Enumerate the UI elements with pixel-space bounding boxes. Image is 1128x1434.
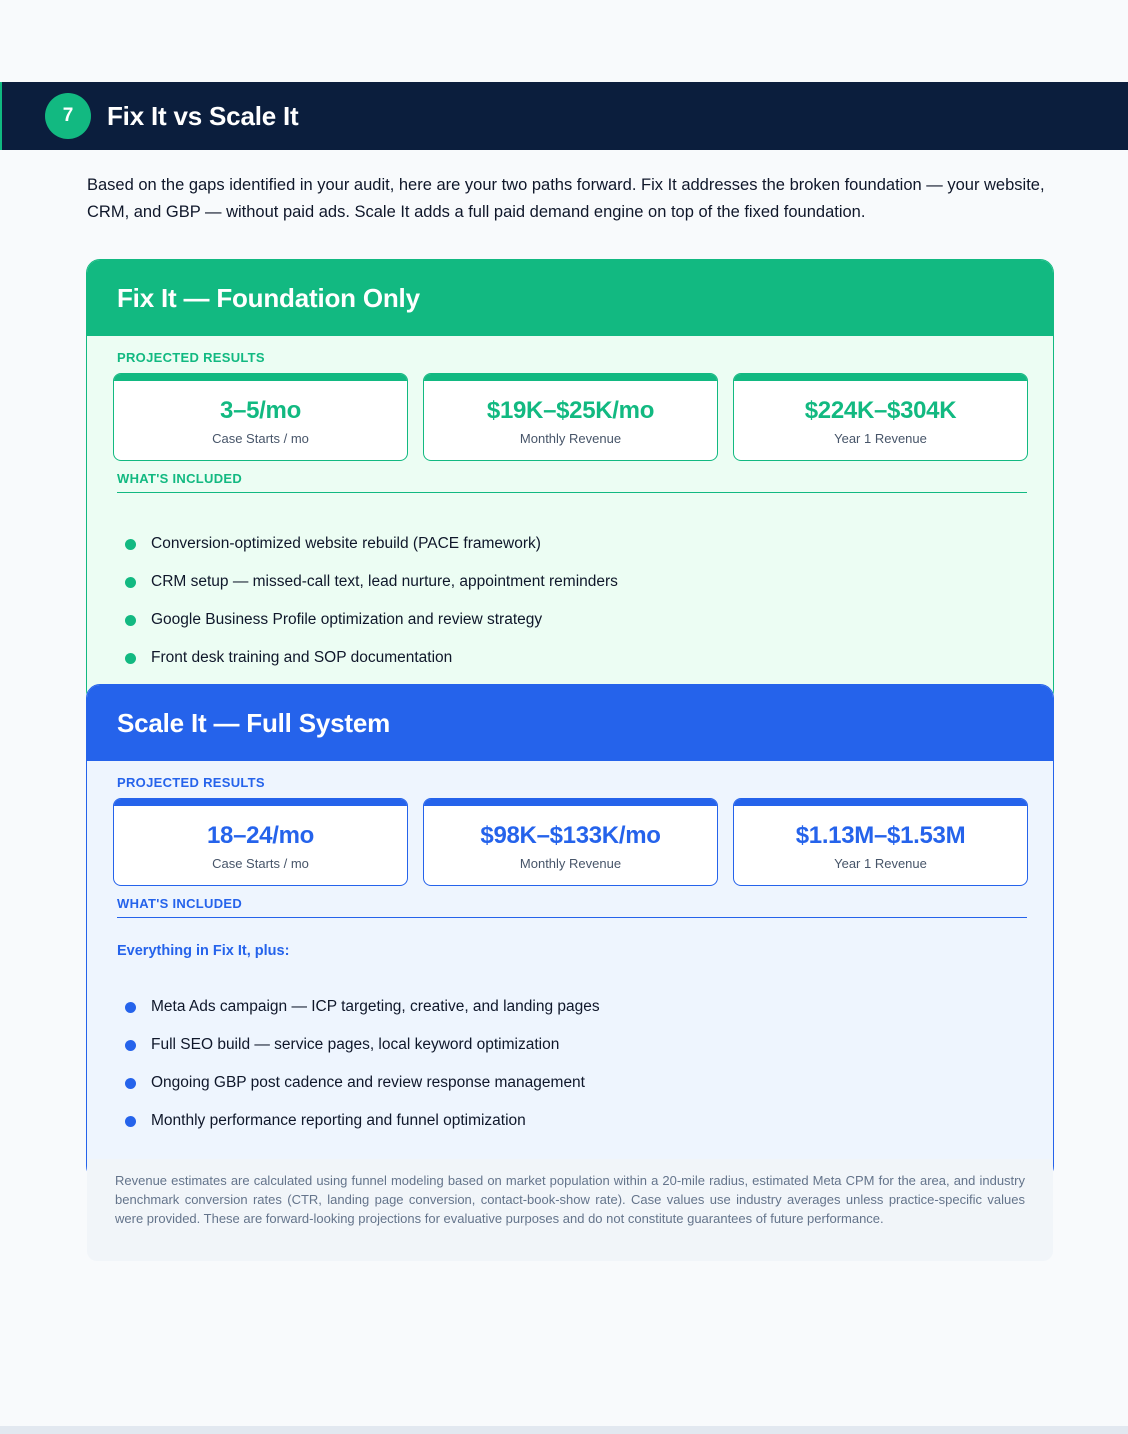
stat-value: $98K–$133K/mo: [480, 822, 661, 849]
fix-it-title: Fix It — Foundation Only: [87, 260, 1053, 336]
scale-it-title: Scale It — Full System: [87, 685, 1053, 761]
stat-card-case-starts: [113, 373, 408, 461]
scale-it-card: [86, 684, 1054, 1180]
stat-card-year1-revenue: [733, 798, 1028, 886]
list-item-text: Full SEO build — service pages, local keyword optimization: [151, 1036, 560, 1053]
stat-card-monthly-revenue: [423, 798, 718, 886]
stat-value: $224K–$304K: [804, 397, 957, 424]
list-item: [125, 988, 600, 1026]
stat-label: Monthly Revenue: [519, 856, 622, 871]
everything-plus-label: Everything in Fix It, plus:: [117, 943, 290, 959]
bullet-dot-icon: [125, 615, 136, 626]
list-item: [125, 1064, 600, 1102]
scale-stats: [113, 798, 1028, 886]
stat-label: Year 1 Revenue: [834, 431, 927, 446]
list-item: [125, 639, 618, 677]
stat-label: Monthly Revenue: [519, 431, 622, 446]
section-header: [0, 82, 1128, 150]
stat-label: Case Starts / mo: [212, 431, 309, 446]
fix-included-label: WHAT'S INCLUDED: [117, 471, 1027, 493]
stat-accent-bar: [734, 374, 1027, 381]
list-item-text: Front desk training and SOP documentation: [151, 649, 453, 666]
list-item-text: CRM setup — missed-call text, lead nurture, appointment reminders: [151, 573, 618, 590]
list-item-text: Google Business Profile optimization and review strategy: [151, 611, 543, 628]
intro-paragraph: Based on the gaps identified in your audit, here are your two paths forward. Fix It addresses the broken foundation — your website, CRM, and GBP — without paid ads. Scale It adds a full paid demand engine on top of the fixed foundation.: [87, 176, 1045, 221]
list-item-text: Meta Ads campaign — ICP targeting, creative, and landing pages: [151, 998, 600, 1015]
stat-label: Case Starts / mo: [212, 856, 309, 871]
bullet-dot-icon: [125, 539, 136, 550]
stat-accent-bar: [734, 799, 1027, 806]
list-item: [125, 525, 618, 563]
stat-accent-bar: [424, 799, 717, 806]
bullet-dot-icon: [125, 1002, 136, 1013]
fix-projected-label: PROJECTED RESULTS: [117, 350, 265, 365]
page-footer-strip: [0, 1426, 1128, 1434]
list-item: [125, 1102, 600, 1140]
bullet-dot-icon: [125, 577, 136, 588]
stat-accent-bar: [114, 799, 407, 806]
stat-value: 18–24/mo: [206, 822, 314, 849]
list-item: [125, 1026, 600, 1064]
bullet-dot-icon: [125, 1116, 136, 1127]
section-number-badge: 7: [45, 93, 91, 139]
stat-value: $1.13M–$1.53M: [795, 822, 966, 849]
stat-value: $19K–$25K/mo: [486, 397, 655, 424]
list-item-text: Ongoing GBP post cadence and review response management: [151, 1074, 585, 1091]
fix-stats: [113, 373, 1028, 461]
scale-included-list: [125, 988, 600, 1140]
bullet-dot-icon: [125, 1078, 136, 1089]
bullet-dot-icon: [125, 1040, 136, 1051]
list-item: [125, 601, 618, 639]
stat-card-case-starts: [113, 798, 408, 886]
list-item-text: Monthly performance reporting and funnel optimization: [151, 1112, 526, 1129]
list-item: [125, 563, 618, 601]
stat-value: 3–5/mo: [220, 397, 301, 424]
bullet-dot-icon: [125, 653, 136, 664]
disclaimer-note: Revenue estimates are calculated using funnel modeling based on market population within a 20-mile radius, estimated Meta CPM for the area, and industry benchmark conversion rates (CTR, landing page conversion, contact-book-show rate). Case values use industry averages unless practice-specific values were provided. These are forward-looking projections for evaluative purposes and do not constitute guarantees of future performance.: [87, 1159, 1053, 1261]
stat-accent-bar: [114, 374, 407, 381]
stat-card-year1-revenue: [733, 373, 1028, 461]
stat-accent-bar: [424, 374, 717, 381]
stat-card-monthly-revenue: [423, 373, 718, 461]
stat-label: Year 1 Revenue: [834, 856, 927, 871]
scale-included-label: WHAT'S INCLUDED: [117, 896, 1027, 918]
list-item-text: Conversion-optimized website rebuild (PACE framework): [151, 535, 541, 552]
fix-included-list: [125, 525, 618, 677]
section-title: Fix It vs Scale It: [107, 100, 299, 131]
scale-projected-label: PROJECTED RESULTS: [117, 775, 265, 790]
fix-it-card: [86, 259, 1054, 704]
